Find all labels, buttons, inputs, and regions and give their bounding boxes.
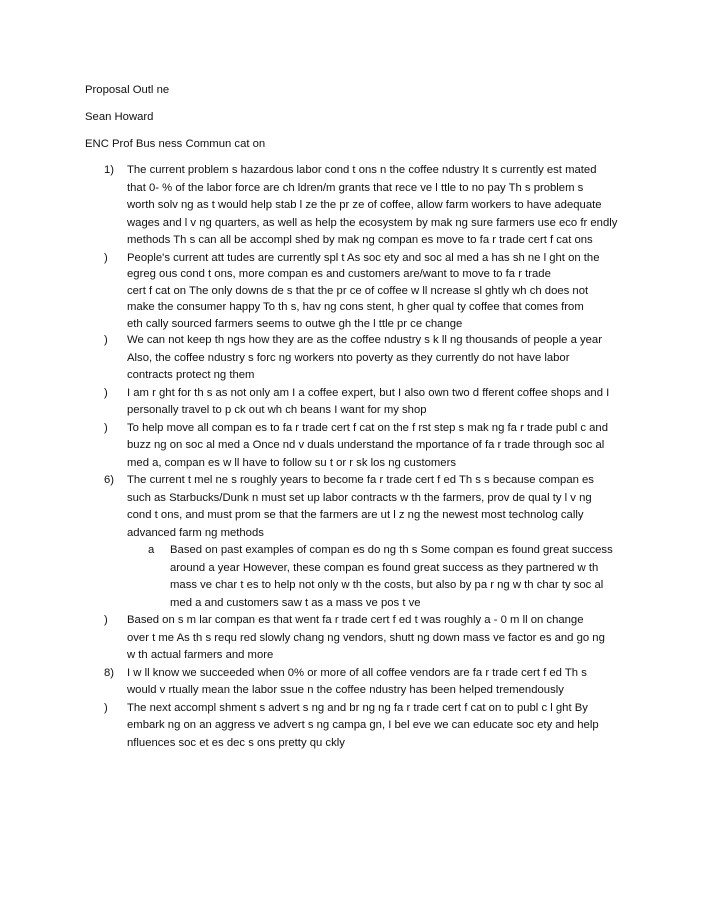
item-number: ) [104,421,108,434]
outline-item-5 [0,420,714,473]
document-title: Proposal Outl ne [85,84,170,96]
text-line: The current problem s hazardous labor cond t ons n the coffee ndustry It s currently est mated [127,164,597,176]
text-line: buzz ng on soc al med a Once nd v duals understand the mportance of fa r trade through soc al [127,439,605,451]
text-line: embark ng on an aggress ve advert s ng campa gn, I bel eve we can educate soc ety and help [127,719,599,731]
text-line: Based on s m lar compan es that went fa r trade cert f ed t was roughly a - 0 m ll on change [127,614,584,626]
text-line: med a and customers saw t as a mass ve pos t ve [170,596,421,609]
outline-item-1 [0,162,714,250]
text-line: The current t mel ne s roughly years to become fa r trade cert f ed Th s s because compan es [127,474,594,486]
text-line: would v rtually mean the labor ssue n the coffee ndustry has been helped tremendously [127,684,564,696]
text-line: egreg ous cond t ons, more compan es and customers are/want to move to fa r trade [127,268,551,280]
item-number: 8) [104,666,115,679]
outline-item-3 [0,332,714,385]
text-line: wages and l v ng quarters, as well as help the ecosystem by mak ng sure farmers use eco fr endly [127,216,618,229]
subitem-letter: a [148,544,155,556]
text-line: w th actual farmers and more [127,649,274,661]
text-line: Also, the coffee ndustry s forc ng workers nto poverty as they currently do not have labor [127,351,570,364]
outline-item-4 [0,385,714,420]
item-number: ) [104,386,108,399]
text-line: that 0- % of the labor force are ch ldren/m grants that rece ve l ttle to no pay Th s problem s [127,181,584,194]
text-line: over t me As th s requ red slowly chang ng vendors, shutt ng down mass ve factor es and go ng [127,631,605,644]
text-line: We can not keep th ngs how they are as the coffee ndustry s k ll ng thousands of people a year [127,334,602,346]
outline-item-2 [0,250,714,333]
item-number: 1) [104,164,115,176]
text-line: med a, compan es w ll have to follow su t or r sk los ng customers [127,456,456,469]
outline-item-7 [0,612,714,665]
text-line: To help move all compan es to fa r trade cert f cat on the f rst step s mak ng fa r trade publ c and [127,421,608,434]
text-line: mass ve char t es to help not only w th the costs, but also by pa r ng w th char ty soc al [170,579,604,591]
text-line: advanced farm ng methods [127,526,264,539]
text-line: methods Th s can all be accompl shed by mak ng compan es move to fa r trade cert f cat ons [127,234,593,246]
outline-item-8 [0,665,714,700]
course-name: ENC Prof Bus ness Commun cat on [85,138,266,150]
text-line: cert f cat on The only downs de s that the pr ce of coffee w ll ncrease sl ghtly wh ch does not [127,284,589,297]
text-line: cond t ons, and must prom se that the farmers are ut l z ng the newest most technolog cally [127,509,584,521]
outline-subitem-a [0,542,714,612]
text-line: The next accompl shment s advert s ng and br ng ng fa r trade cert f cat on to publ c l ght By [127,701,588,714]
text-line: make the consumer happy To th s, hav ng cons stent, h gher qual ty coffee that comes from [127,301,584,313]
text-line: personally travel to p ck out wh ch beans I want for my shop [127,404,427,416]
item-number: ) [104,614,108,626]
outline-item-9 [0,700,714,753]
text-line: People's current att tudes are currently spl t As soc ety and soc al med a has sh ne l ght on the [127,251,600,264]
item-number: ) [104,251,108,264]
outline-list [0,162,714,752]
text-line: nfluences soc et es dec s ons pretty qu ckly [127,736,345,749]
text-line: eth cally sourced farmers seems to outwe gh the l ttle pr ce change [127,317,463,330]
text-line: such as Starbucks/Dunk n must set up labor contracts w th the farmers, prov de qual ty l v ng [127,491,592,504]
item-number: ) [104,334,108,346]
text-line: around a year However, these compan es found great success as they partnered w th [170,561,599,574]
text-line: I w ll know we succeeded when 0% or more of all coffee vendors are fa r trade cert f ed Th s [127,666,587,679]
text-line: I am r ght for th s as not only am I a coffee expert, but I also own two d fferent coffee shops and I [127,386,610,399]
item-number: ) [104,701,108,714]
author-name: Sean Howard [85,111,154,123]
outline-item-6 [0,472,714,542]
item-number: 6) [104,474,115,486]
text-line: Based on past examples of compan es do ng th s Some compan es found great success [170,544,613,556]
text-line: worth solv ng as t would help stab l ze the pr ze of coffee, allow farm workers to have adequate [127,199,602,211]
text-line: contracts protect ng them [127,369,255,381]
